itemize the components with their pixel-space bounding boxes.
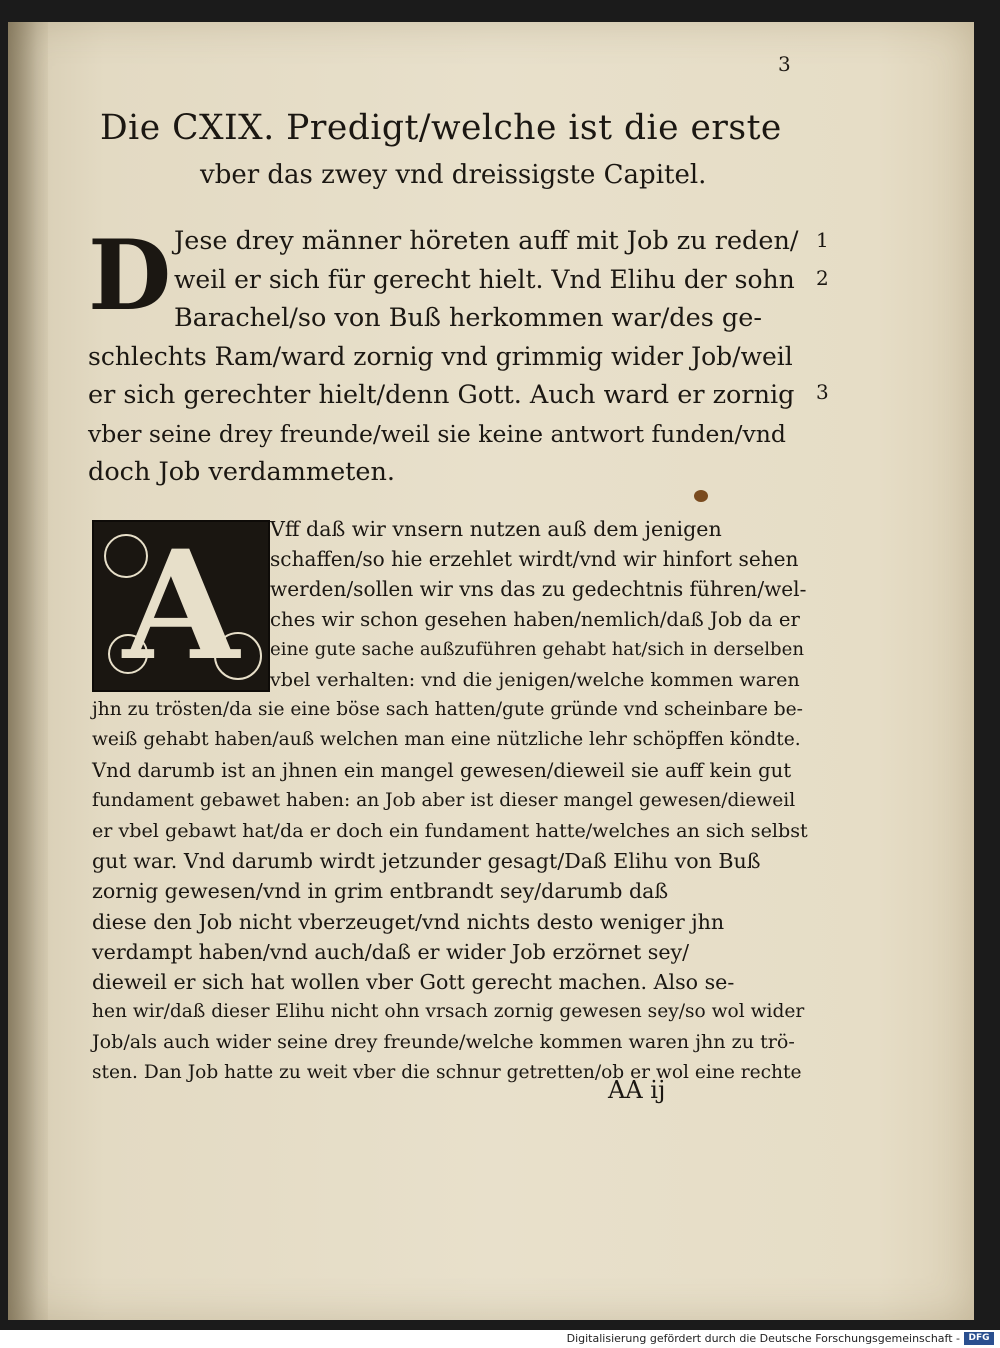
page-number: 3 [778, 52, 791, 76]
body-line: verdampt haben/vnd auch/daß er wider Job erzörnet sey/ [92, 939, 690, 964]
sermon-body [92, 514, 808, 1088]
funding-notice: Digitalisierung gefördert durch die Deutsche Forschungsgemeinschaft - [566, 1332, 960, 1345]
body-line: eine gute sache außzuführen gehabt hat/sich in derselben [270, 638, 804, 660]
dfg-logo-icon: DFG [964, 1332, 994, 1345]
summary-line: schlechts Ram/ward zornig vnd grimmig wider Job/weil [88, 341, 793, 371]
body-line: schaffen/so hie erzehlet wirdt/vnd wir hinfort sehen [270, 547, 799, 572]
summary-line: weil er sich für gerecht hielt. Vnd Elihu der sohn [174, 264, 795, 294]
verse-number-2: 2 [816, 266, 829, 290]
summary-line: vber seine drey freunde/weil sie keine antwort funden/vnd [88, 419, 786, 448]
body-line: werden/sollen wir vns das zu gedechtnis führen/wel- [270, 577, 807, 602]
body-line: sten. Dan Job hatte zu weit vber die schnur getretten/ob er wol eine rechte [92, 1061, 802, 1083]
summary-line: doch Job verdammeten. [88, 457, 396, 487]
verse-number-3: 3 [816, 380, 829, 404]
sermon-title: Die CXIX. Predigt/welche ist die erste [100, 108, 782, 148]
page-gutter-shadow [8, 22, 48, 1320]
digitization-footer [0, 1330, 1000, 1348]
body-line: zornig gewesen/vnd in grim entbrandt sey/darumb daß [92, 879, 669, 904]
body-line: hen wir/daß dieser Elihu nicht ohn vrsach zornig gewesen sey/so wol wider [92, 1001, 805, 1023]
body-line: ches wir schon gesehen haben/nemlich/daß Job da er [270, 607, 800, 631]
body-line: Vnd darumb ist an jhnen ein mangel gewesen/dieweil sie auff kein gut [92, 758, 792, 782]
initial-letter: A [122, 518, 240, 694]
body-line: er vbel gebawt hat/da er doch ein fundament hatte/welches an sich selbst [92, 819, 808, 843]
body-line: Vff daß wir vnsern nutzen auß dem jenigen [270, 517, 722, 541]
sermon-subtitle: vber das zwey vnd dreissigste Capitel. [200, 160, 707, 190]
body-line: vbel verhalten: vnd die jenigen/welche kommen waren [270, 668, 800, 692]
body-line: dieweil er sich hat wollen vber Gott gerecht machen. Also se- [92, 970, 735, 995]
chapter-summary [88, 219, 800, 492]
body-line: fundament gebawet haben: an Job aber ist dieser mangel gewesen/dieweil [92, 789, 796, 811]
summary-line: Jese drey männer höreten auff mit Job zu reden/ [174, 226, 799, 256]
summary-line: Barachel/so von Buß herkommen war/des ge- [174, 303, 762, 333]
ink-stain [694, 490, 708, 502]
verse-number-1: 1 [816, 228, 829, 252]
body-line: diese den Job nicht vberzeuget/vnd nichts desto weniger jhn [92, 909, 725, 934]
body-line: gut war. Vnd darumb wirdt jetzunder gesagt/Daß Elihu von Buß [92, 849, 761, 874]
summary-line: er sich gerechter hielt/denn Gott. Auch ward er zornig [88, 380, 795, 410]
summary-initial-letter: D [88, 219, 172, 332]
signature-catchword: AA ij [608, 1076, 666, 1104]
body-line: weiß gehabt haben/auß welchen man eine nützliche lehr schöpffen köndte. [92, 729, 801, 751]
body-line: Job/als auch wider seine drey freunde/welche kommen waren jhn zu trö- [92, 1030, 795, 1054]
body-line: jhn zu trösten/da sie eine böse sach hatten/gute gründe vnd scheinbare be- [92, 699, 803, 721]
